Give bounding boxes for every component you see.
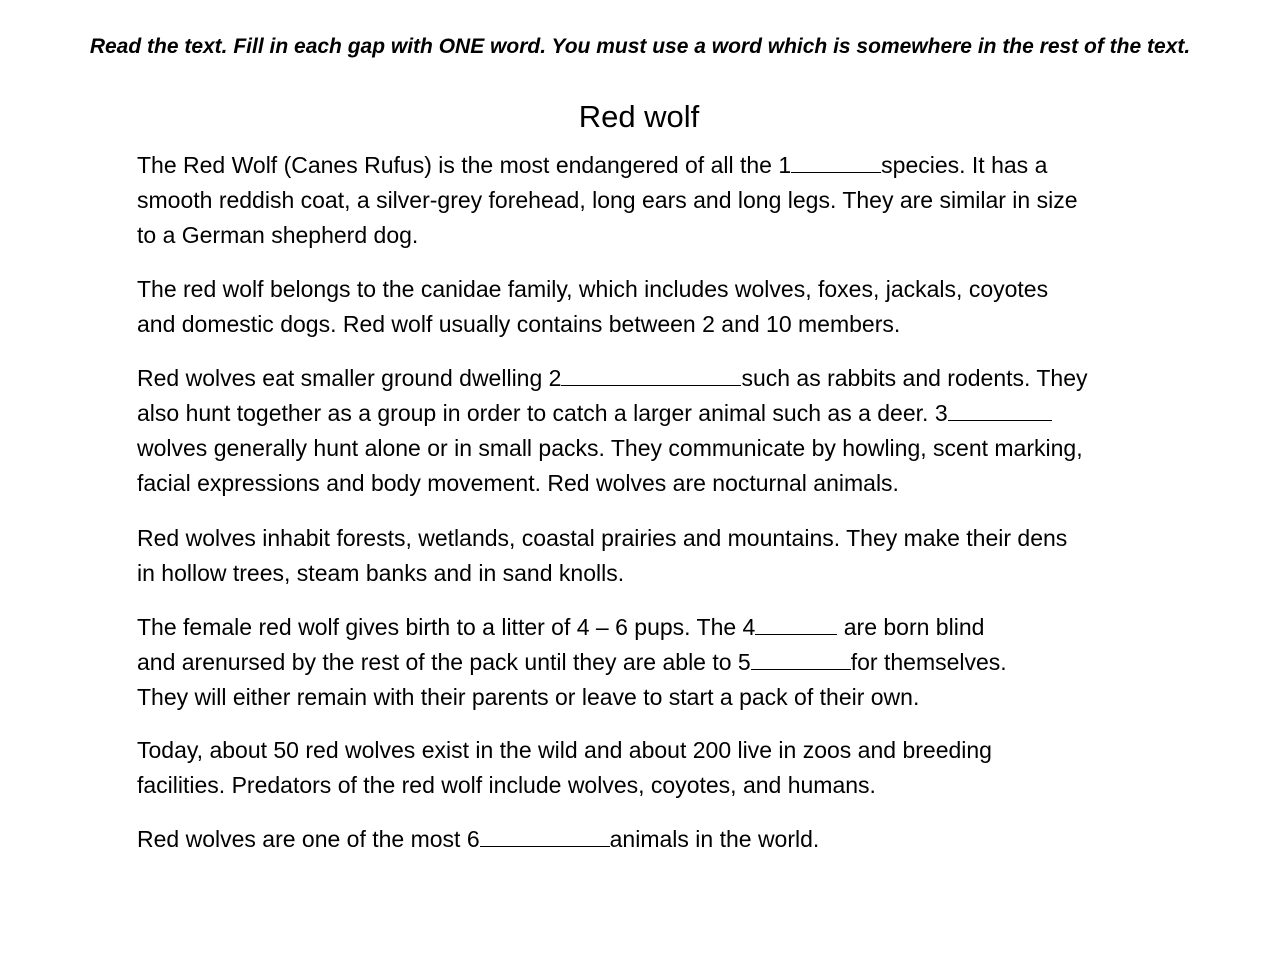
paragraph-4: [137, 521, 1177, 591]
text-line: [137, 610, 1177, 645]
gap-6[interactable]: [480, 822, 610, 847]
gap-5[interactable]: [751, 645, 851, 670]
text-line: [137, 645, 1177, 680]
text-line: wolves generally hunt alone or in small packs. They communicate by howling, scent marking,: [137, 435, 1083, 461]
text-line: [137, 396, 1177, 431]
document-title: Red wolf: [578, 99, 700, 134]
text-segment: for themselves.: [850, 649, 1007, 675]
paragraph-2: [137, 272, 1177, 342]
gap-2[interactable]: [561, 361, 741, 386]
text-line: [137, 822, 1177, 857]
text-line: Today, about 50 red wolves exist in the wild and about 200 live in zoos and breeding: [137, 737, 992, 763]
text-segment: The Red Wolf (Canes Rufus) is the most endangered of all the 1: [137, 152, 792, 178]
text-line: [137, 148, 1177, 183]
text-line: The red wolf belongs to the canidae family, which includes wolves, foxes, jackals, coyotes: [137, 276, 1049, 302]
instruction-text: Read the text. Fill in each gap with ONE word. You must use a word which is somewhere in the rest of the text.: [89, 35, 1191, 58]
text-segment: also hunt together as a group in order to catch a larger animal such as a deer. 3: [137, 400, 948, 426]
text-line: [137, 361, 1177, 396]
gap-3[interactable]: [948, 396, 1052, 421]
paragraph-1: [137, 148, 1177, 253]
text-line: They will either remain with their parents or leave to start a pack of their own.: [137, 684, 920, 710]
gap-4[interactable]: [755, 610, 837, 635]
text-line: facilities. Predators of the red wolf include wolves, coyotes, and humans.: [137, 772, 876, 798]
text-line: in hollow trees, steam banks and in sand knolls.: [137, 560, 625, 586]
text-line: to a German shepherd dog.: [137, 222, 419, 248]
paragraph-7: [137, 822, 1177, 857]
text-line: smooth reddish coat, a silver-grey forehead, long ears and long legs. They are similar in size: [137, 187, 1078, 213]
text-segment: Red wolves eat smaller ground dwelling 2: [137, 365, 562, 391]
text-line: facial expressions and body movement. Red wolves are nocturnal animals.: [137, 470, 899, 496]
text-line: and domestic dogs. Red wolf usually contains between 2 and 10 members.: [137, 311, 901, 337]
text-segment: species. It has a: [881, 152, 1048, 178]
gap-1[interactable]: [791, 148, 881, 173]
text-segment: Red wolves are one of the most 6: [137, 826, 480, 852]
text-segment: The female red wolf gives birth to a litter of 4 – 6 pups. The 4: [137, 614, 756, 640]
text-segment: are born blind: [837, 614, 985, 640]
text-segment: such as rabbits and rodents. They: [741, 365, 1088, 391]
paragraph-5: [137, 610, 1177, 715]
paragraph-6: [137, 733, 1177, 803]
text-segment: and arenursed by the rest of the pack until they are able to 5: [137, 649, 751, 675]
text-line: Red wolves inhabit forests, wetlands, coastal prairies and mountains. They make their dens: [137, 525, 1068, 551]
text-segment: animals in the world.: [609, 826, 820, 852]
paragraph-3: [137, 361, 1177, 501]
